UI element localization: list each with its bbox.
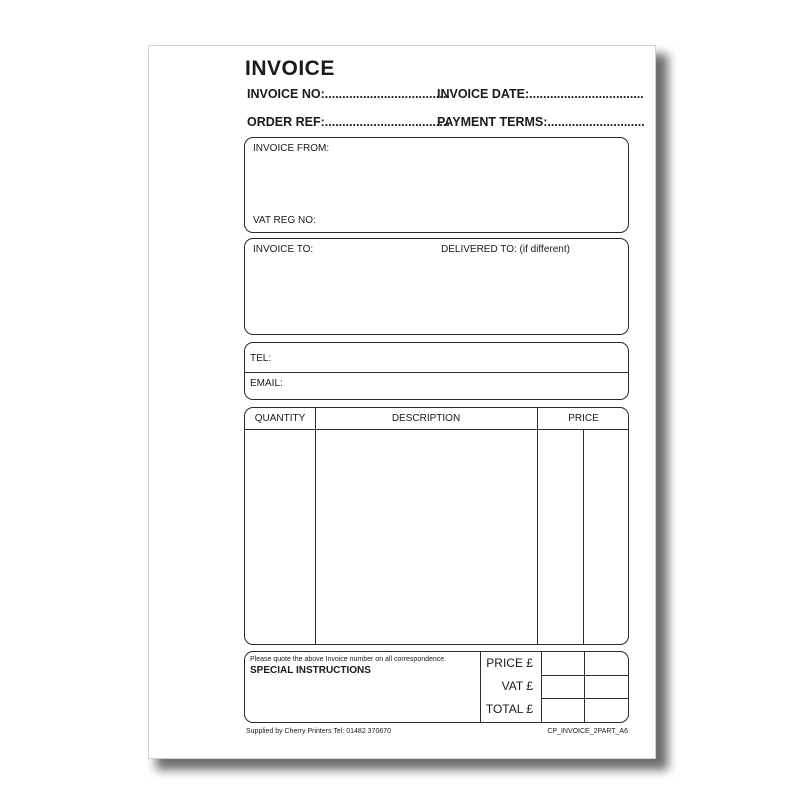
pound-sign: £ xyxy=(526,702,533,716)
invoice-from-box xyxy=(244,137,629,233)
quote-note: Please quote the above Invoice number on all correspondence. xyxy=(250,656,447,663)
supplier-note: Supplied by Cherry Printers Tel: 01482 370670 xyxy=(246,728,392,735)
contact-divider xyxy=(245,372,628,373)
quantity-column-divider xyxy=(315,408,316,644)
totals-vat-label: VAT xyxy=(501,679,523,693)
totals-row-divider-1 xyxy=(541,675,628,676)
pound-sign: £ xyxy=(526,656,533,670)
invoice-sheet xyxy=(148,45,656,759)
pound-sign: £ xyxy=(526,679,533,693)
contact-box xyxy=(244,342,629,400)
description-column-divider xyxy=(537,408,538,644)
invoice-from-label: INVOICE FROM: xyxy=(253,143,330,154)
totals-total-label: TOTAL xyxy=(485,702,523,716)
totals-price-row xyxy=(481,656,533,670)
table-header-quantity: QUANTITY xyxy=(254,413,306,424)
invoice-to-box xyxy=(244,238,629,335)
totals-total-row xyxy=(481,702,533,716)
email-label: EMAIL: xyxy=(250,378,283,389)
vat-reg-label: VAT REG NO: xyxy=(253,215,316,226)
invoice-to-label: INVOICE TO: xyxy=(253,244,314,255)
invoice-title: INVOICE xyxy=(245,57,335,80)
invoice-date-field: INVOICE DATE:................................. xyxy=(437,87,644,101)
totals-row-divider-2 xyxy=(541,698,628,699)
table-header-price: PRICE xyxy=(568,413,599,424)
product-code: CP_INVOICE_2PART_A6 xyxy=(547,728,628,735)
totals-price-label: PRICE xyxy=(486,656,523,670)
items-table xyxy=(244,407,629,645)
totals-pence-divider xyxy=(584,652,585,722)
tel-label: TEL: xyxy=(250,353,272,364)
totals-vat-row xyxy=(481,679,533,693)
special-instructions-label: SPECIAL INSTRUCTIONS xyxy=(250,665,371,676)
order-ref-field: ORDER REF:.................................... xyxy=(247,115,450,129)
table-header-description: DESCRIPTION xyxy=(391,413,461,424)
delivered-to-label: DELIVERED TO: (if different) xyxy=(441,244,570,255)
payment-terms-field: PAYMENT TERMS:............................ xyxy=(437,115,645,129)
table-header-divider xyxy=(245,429,628,430)
totals-box xyxy=(244,651,629,723)
totals-value-divider xyxy=(541,652,542,722)
price-column-divider xyxy=(583,429,584,644)
invoice-no-field: INVOICE NO:.................................... xyxy=(247,87,450,101)
